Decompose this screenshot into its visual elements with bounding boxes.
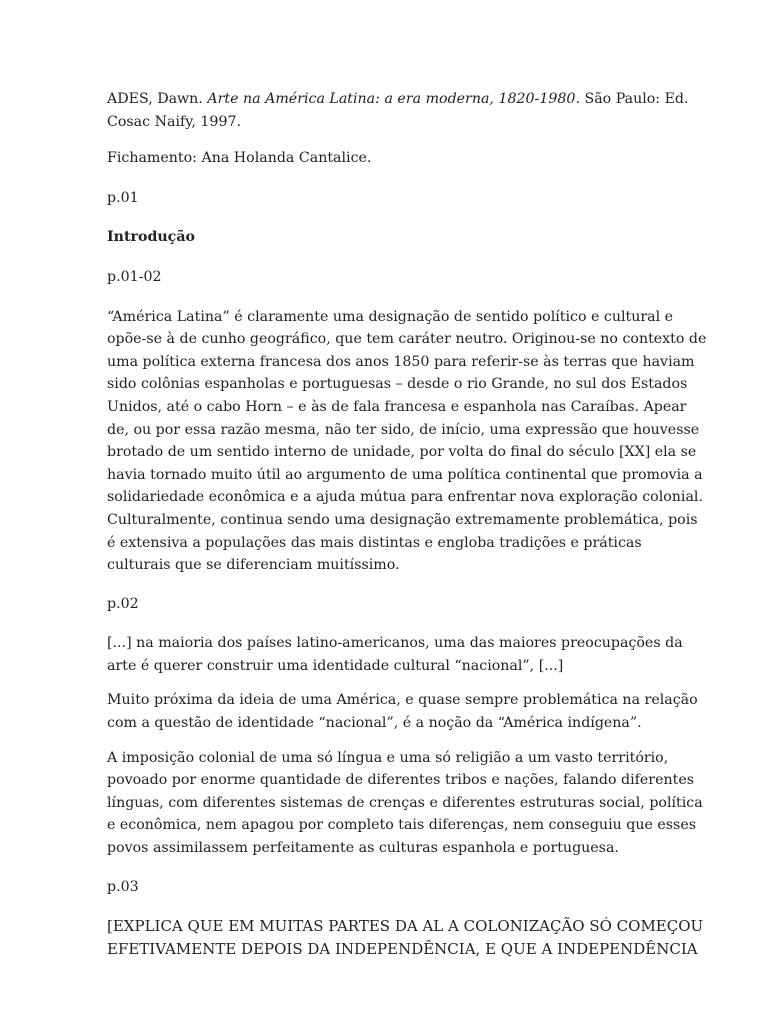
paragraph-america-latina: “América Latina” é claramente uma designação de sentido político e cultural e opõe-se à de cunho geográfico, que tem caráter neutro. Originou-se no contexto de uma política externa francesa dos anos 1850 para referir-se às terras que haviam sido colônias espanholas e portuguesas – desde o rio Grande, no sul dos Estados Unidos, até o cabo Horn – e às de fala francesa e espanhola nas Caraíbas. Apear de, ou por essa razão mesma, não ter sido, de início, uma expressão que houvesse brotado de um sentido interno de unidade, por volta do final do século [XX] ela se havia tornado muito útil ao argumento de uma política continental que promovia a solidariedade econômica e a ajuda mútua para enfrentar nova exploração colonial. Culturalmente, continua sendo uma designação extremamente problemática, pois é extensiva a populações das mais distintas e engloba tradições e práticas culturais que se diferenciam muitíssimo. <box>107 308 707 574</box>
paragraph-imposicao-colonial: A imposição colonial de uma só língua e uma só religião a um vasto território, povoado por enorme quantidade de diferentes tribos e nações, falando diferentes línguas, com diferentes sistemas de crenças e diferentes estruturas social, política e econômica, nem apagou por completo tais diferenças, nem conseguiu que esses povos assimilassem perfeitamente as culturas espanhola e portuguesa. <box>107 749 703 857</box>
reference-publisher: São Paulo: Ed. Cosac Naify, 1997. <box>107 91 689 130</box>
page-label-p01-02: p.01-02 <box>107 268 162 285</box>
bibliographic-reference <box>107 88 708 133</box>
page-label-p02: p.02 <box>107 595 139 612</box>
page-label-p03: p.03 <box>107 878 139 895</box>
paragraph-colonizacao: [EXPLICA QUE EM MUITAS PARTES DA AL A COLONIZAÇÃO SÓ COMEÇOU EFETIVAMENTE DEPOIS DA INDEPENDÊNCIA, E QUE A INDEPENDÊNCIA <box>107 917 704 959</box>
paragraph-identidade-cultural: [...] na maioria dos países latino-americanos, uma das maiores preocupações da arte é querer construir uma identidade cultural “nacional”, [...] <box>107 635 683 674</box>
page-label-p01: p.01 <box>107 189 139 206</box>
reference-title: Arte na América Latina <box>207 91 376 107</box>
fichamento-line: Fichamento: Ana Holanda Cantalice. <box>107 150 372 167</box>
reference-subtitle: a era moderna, 1820-1980. <box>384 91 580 107</box>
reference-author: ADES, Dawn. <box>107 91 208 107</box>
section-heading: Introdução <box>107 229 195 246</box>
reference-separator: : <box>375 91 385 107</box>
paragraph-america-indigena: Muito próxima da ideia de uma América, e quase sempre problemática na relação com a questão de identidade “nacional”, é a noção da “América indígena”. <box>107 692 698 732</box>
